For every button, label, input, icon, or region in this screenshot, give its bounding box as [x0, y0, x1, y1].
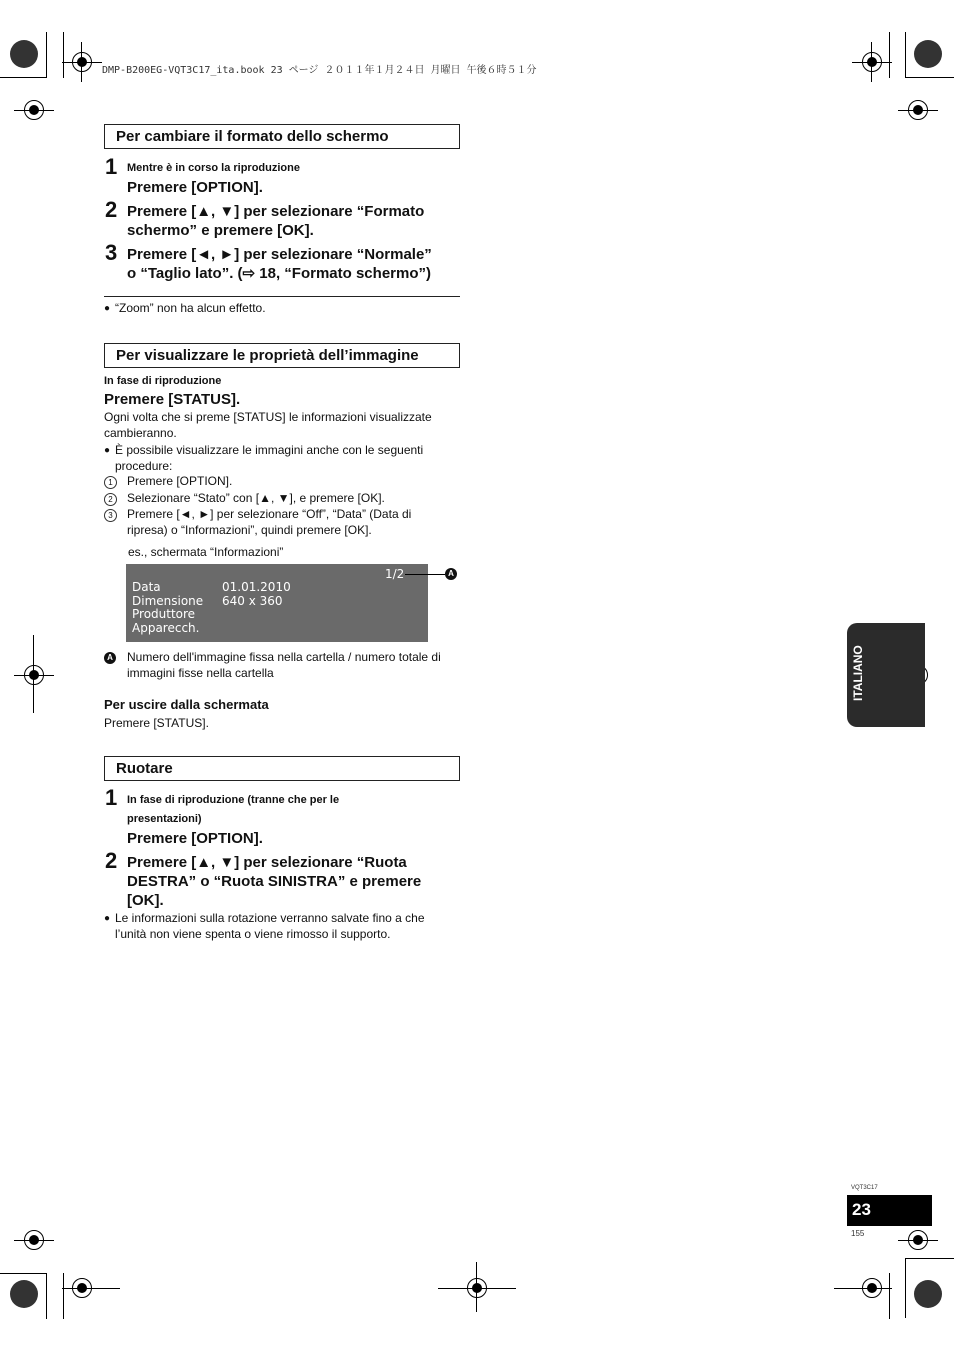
- info-value: 01.01.2010: [222, 580, 291, 594]
- section-title: Ruotare: [116, 760, 173, 777]
- bullet-icon: ●: [104, 913, 111, 924]
- info-value: 640 x 360: [222, 594, 283, 608]
- crosshair-line: [14, 1240, 54, 1241]
- list-item: ripresa) o “Informazioni”, quindi premere [OK].: [127, 523, 372, 537]
- list-item: Selezionare “Stato” con [▲, ▼], e premere [OK].: [127, 491, 385, 505]
- trim-mark: [63, 1273, 64, 1319]
- trim-mark: [905, 77, 954, 78]
- divider: [104, 296, 460, 297]
- list-item: Premere [◄, ►] per selezionare “Off”, “Data” (Data di: [127, 507, 412, 521]
- step-number: 2: [105, 848, 118, 873]
- crosshair-line: [871, 42, 872, 82]
- info-label: Apparecch.: [132, 621, 200, 635]
- registration-disc: [10, 1280, 38, 1308]
- trim-mark: [905, 1258, 954, 1259]
- language-tab: [847, 623, 925, 727]
- trim-mark: [889, 32, 890, 78]
- step-subtitle: Mentre è in corso la riproduzione: [127, 162, 300, 174]
- callout-marker: A: [104, 652, 116, 664]
- trim-mark: [0, 1273, 46, 1274]
- step-instruction: schermo” e premere [OK].: [127, 222, 314, 239]
- body-text: procedure:: [115, 459, 173, 473]
- step-instruction: o “Taglio lato”. (⇨ 18, “Formato schermo”): [127, 265, 431, 282]
- list-item: Premere [OPTION].: [127, 474, 233, 488]
- example-caption: es., schermata “Informazioni”: [128, 545, 284, 559]
- trim-mark: [0, 77, 46, 78]
- callout-marker: A: [445, 568, 457, 580]
- registration-disc: [914, 40, 942, 68]
- sub-page-number: 155: [851, 1229, 865, 1238]
- section-title-box: [104, 756, 460, 781]
- crosshair-line: [81, 42, 82, 82]
- circled-number: 2: [104, 493, 117, 506]
- note-text: l’unità non viene spenta o viene rimosso il supporto.: [115, 927, 391, 941]
- body-text: È possibile visualizzare le immagini anche con le seguenti: [115, 443, 424, 457]
- callout-line: [405, 574, 445, 575]
- bullet-icon: ●: [104, 303, 111, 314]
- step-instruction: Premere [OPTION].: [127, 830, 263, 847]
- step-instruction: Premere [STATUS].: [104, 391, 241, 408]
- page-number-box: [847, 1195, 932, 1226]
- crosshair-line: [898, 110, 938, 111]
- subheading: Per uscire dalla schermata: [104, 697, 269, 712]
- crosshair-line: [834, 1288, 892, 1289]
- crosshair-line: [62, 1288, 120, 1289]
- trim-mark: [46, 1273, 47, 1319]
- info-label: Data: [132, 580, 161, 594]
- step-instruction: Premere [OPTION].: [127, 179, 263, 196]
- step-number: 1: [105, 785, 118, 810]
- page-number: 23: [852, 1200, 871, 1219]
- crosshair-line: [14, 675, 54, 676]
- legend-text: immagini fisse nella cartella: [127, 666, 274, 680]
- crosshair-line: [852, 62, 892, 63]
- note-text: “Zoom” non ha alcun effetto.: [115, 301, 266, 315]
- step-instruction: Premere [◄, ►] per selezionare “Normale”: [127, 246, 432, 263]
- step-instruction: Premere [▲, ▼] per selezionare “Ruota: [127, 854, 407, 871]
- body-text: cambieranno.: [104, 426, 177, 440]
- step-instruction: Premere [▲, ▼] per selezionare “Formato: [127, 203, 425, 220]
- step-number: 3: [105, 240, 118, 265]
- registration-disc: [914, 1280, 942, 1308]
- crosshair-line: [898, 1240, 938, 1241]
- bullet-icon: ●: [104, 445, 111, 456]
- section-title-box: [104, 343, 460, 368]
- legend-text: Numero dell'immagine fissa nella cartella / numero totale di: [127, 650, 441, 664]
- trim-mark: [905, 32, 906, 78]
- trim-mark: [46, 32, 47, 78]
- image-counter: 1/2: [385, 567, 405, 581]
- step-instruction: [OK].: [127, 892, 164, 909]
- crosshair-line: [33, 635, 34, 713]
- info-screen: [126, 564, 428, 642]
- crosshair-line: [14, 110, 54, 111]
- step-number: 2: [105, 197, 118, 222]
- section-title-box: [104, 124, 460, 149]
- note-text: Le informazioni sulla rotazione verranno salvate fino a che: [115, 911, 425, 925]
- step-subtitle: In fase di riproduzione (tranne che per le: [127, 794, 340, 806]
- step-subtitle: presentazioni): [127, 813, 202, 825]
- trim-mark: [63, 32, 64, 78]
- step-subtitle: In fase di riproduzione: [104, 375, 222, 387]
- section-title: Per visualizzare le proprietà dell’immagine: [116, 347, 419, 364]
- crosshair-line: [62, 62, 102, 63]
- language-label: ITALIANO: [851, 645, 865, 701]
- registration-disc: [10, 40, 38, 68]
- info-label: Dimensione: [132, 594, 204, 608]
- circled-number: 3: [104, 509, 117, 522]
- info-label: Produttore: [132, 607, 196, 621]
- section-title: Per cambiare il formato dello schermo: [116, 128, 389, 145]
- body-text: Ogni volta che si preme [STATUS] le informazioni visualizzate: [104, 410, 432, 424]
- document-code: VQT3C17: [851, 1185, 878, 1191]
- trim-mark: [905, 1258, 906, 1318]
- step-instruction: DESTRA” o “Ruota SINISTRA” e premere: [127, 873, 422, 890]
- step-number: 1: [105, 154, 118, 179]
- trim-mark: [889, 1273, 890, 1319]
- crosshair-line: [438, 1288, 516, 1289]
- circled-number: 1: [104, 476, 117, 489]
- crosshair-line: [476, 1262, 477, 1312]
- body-text: Premere [STATUS].: [104, 716, 209, 730]
- print-header: DMP-B200EG-VQT3C17_ita.book 23 ページ ２０１１年１月２４日 月曜日 午後６時５１分: [102, 65, 537, 76]
